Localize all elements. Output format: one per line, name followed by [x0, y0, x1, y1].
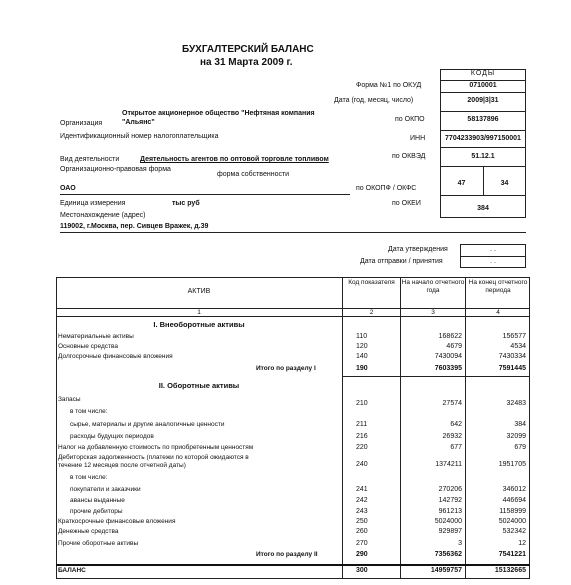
table-row: Краткосрочные финансовые вложения 250 5024000 5024000: [58, 518, 526, 525]
table-row-subtotal: Итого по разделу II 290 7356362 7541221: [256, 551, 526, 558]
table-row: течение 12 месяцев после отчетной даты): [58, 462, 186, 469]
activity-value: Деятельность агентов по оптовой торговле топливом: [140, 156, 329, 163]
table-row: авансы выданные 242 142792 446694: [70, 497, 526, 504]
org-name-line2: "Альянс": [122, 119, 155, 126]
ownership-label: форма собственности: [217, 171, 290, 178]
sent-label: Дата отправки / принятия: [360, 258, 443, 265]
table-row: Основные средства 120 4679 4534: [58, 343, 526, 350]
table-row: Прочие оборотные активы 270 3 12: [58, 540, 526, 547]
okei-label: по ОКЕИ: [392, 200, 421, 207]
table-row: Налог на добавленную стоимость по приобретенным ценностям 220 677 679: [58, 444, 526, 451]
unit-value: тыс руб: [172, 200, 200, 207]
table-row-total: БАЛАНС 300 14959757 15132665: [58, 567, 526, 574]
legal-form-value: ОАО: [60, 185, 76, 192]
legal-form-label: Организационно-правовая форма: [60, 166, 171, 173]
okud-value: 0710001: [469, 82, 497, 89]
org-label: Организация: [60, 120, 103, 127]
inn-row-label: Идентификационный номер налогоплательщика: [60, 133, 219, 140]
table-row: Денежные средства 260 929897 532342: [58, 528, 526, 535]
okopf-value: 47: [457, 180, 466, 187]
okved-value: 51.12.1: [471, 153, 495, 160]
org-name-line1: Открытое акционерное общество "Нефтяная компания: [122, 110, 315, 117]
col-num-4: 4: [496, 309, 500, 316]
col-start-header: На начало отчетного года: [401, 279, 465, 294]
okud-label: Форма №1 по ОКУД: [356, 82, 422, 89]
col-end-header: На конец отчетного периода: [468, 279, 528, 294]
col-num-2: 2: [369, 309, 374, 316]
date-value: 2009|3|31: [467, 97, 499, 104]
table-row: покупатели и заказчики 241 270206 346012: [70, 486, 526, 493]
okpo-value: 58137896: [467, 116, 499, 123]
table-row: в том числе:: [70, 408, 108, 415]
okpo-label: по ОКПО: [395, 116, 425, 123]
table-row: Дебиторская задолженность (платежи по которой ожидаются в 240 1374211 1951705: [58, 454, 526, 468]
table-row: расходы будущих периодов 216 26932 32099: [70, 433, 526, 440]
address-value: 119002, г.Москва, пер. Сивцев Вражек, д.39: [60, 223, 209, 230]
table-row: прочие дебиторы 243 961213 1158999: [70, 508, 526, 515]
table-row-subtotal: Итого по разделу I 190 7603395 7591445: [256, 365, 526, 372]
table-row: Долгосрочные финансовые вложения 140 7430094 7430334: [58, 353, 526, 360]
col-asset-header: АКТИВ: [187, 288, 211, 295]
col-code-header: Код показателя: [348, 279, 395, 286]
table-row: сырье, материалы и другие аналогичные ценности 211 642 384: [70, 421, 526, 428]
inn-label: ИНН: [410, 135, 426, 142]
document-subtitle: на 31 Марта 2009 г.: [200, 57, 293, 68]
okfs-value: 34: [500, 180, 509, 187]
codes-header: КОДЫ: [470, 70, 496, 77]
activity-label: Вид деятельности: [60, 156, 120, 163]
approval-value: . .: [490, 246, 496, 253]
unit-label: Единица измерения: [60, 200, 126, 207]
okei-value: 384: [477, 205, 489, 212]
table-row: Запасы 210 27574 32483: [58, 396, 526, 407]
col-num-3: 3: [431, 309, 435, 316]
sent-value: . .: [490, 258, 496, 265]
section-2-title: II. Оборотные активы: [158, 381, 240, 390]
inn-value: 7704233903/997150001: [445, 135, 521, 142]
okved-label: по ОКВЭД: [392, 153, 426, 160]
okopf-label: по ОКОПФ / ОКФС: [356, 185, 417, 192]
table-row: Нематериальные активы 110 168622 156577: [58, 333, 526, 340]
approval-label: Дата утверждения: [388, 246, 448, 253]
table-row: в том числе:: [70, 474, 108, 481]
document-title: БУХГАЛТЕРСКИЙ БАЛАНС: [182, 44, 314, 55]
section-1-title: I. Внеоборотные активы: [153, 320, 245, 329]
date-label: Дата (год, месяц, число): [334, 97, 414, 104]
location-label: Местонахождение (адрес): [60, 212, 146, 219]
col-num-1: 1: [197, 309, 201, 316]
